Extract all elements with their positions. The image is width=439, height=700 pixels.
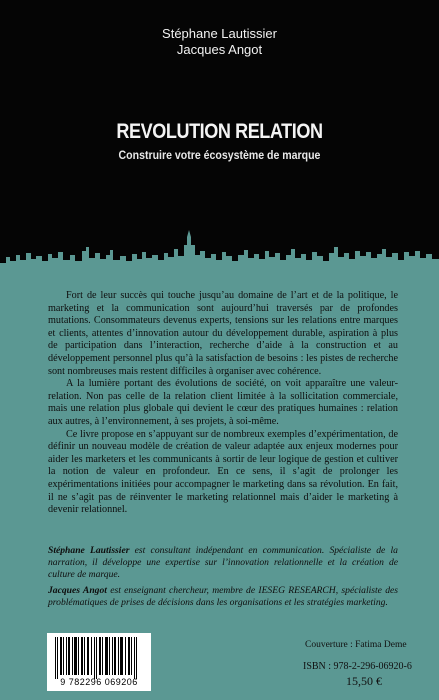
- author-2: Jacques Angot: [176, 42, 263, 57]
- authors: [0, 26, 439, 58]
- bio-text: est enseignant chercheur, membre de IESEG RESEARCH, spécialiste des problématiques de prises de décisions dans les organisations et les stratégies marketing.: [48, 585, 399, 609]
- back-cover-blurb: [48, 290, 398, 517]
- book-subtitle: Construire votre écosystème de marque: [118, 148, 321, 162]
- blurb-paragraph: A la lumière portant des évolutions de société, on voit apparaître une valeur-relation. Non pas celle de la relation client limitée à la sollicitation commerciale, mais une relation plus globale qui devient le cœur des pratiques humaines : relation aux autres, à l’environnement, à ses projets, à soi-même.: [48, 378, 398, 427]
- cover-credit: Couverture : Fatima Deme: [305, 640, 407, 650]
- bio-name: Jacques Angot: [48, 585, 107, 597]
- bio-name: Stéphane Lautissier: [48, 545, 130, 556]
- bio-lautissier: [48, 545, 398, 580]
- bio-text: est consultant indépendant en communication. Spécialiste de la narration, il développe une expertise sur l’innovation relationnelle et la création de culture de marque.: [48, 545, 398, 580]
- isbn-barcode: [47, 633, 151, 691]
- bio-angot: [48, 585, 398, 609]
- author-1: Stéphane Lautissier: [162, 26, 277, 41]
- barcode-digits: 9 782296 069206: [60, 677, 138, 687]
- author-bios: [48, 545, 398, 614]
- blurb-paragraph: Ce livre propose en s’appuyant sur de nombreux exemples d’expérimentation, de définir un nouveau modèle de création de valeur adaptée aux enjeux modernes pour aider les marketers et les communicants à sortir de leur logique de gestion et cultiver la notion de valeur en profondeur. En ce sens, il s’agit de prolonger les expérimentations initiées pour accompagner le marketing dans sa révolution. En fait, il ne s’agit pas de réinventer le marketing relationnel mais d’aider le marketing à devenir relationnel.: [48, 428, 398, 516]
- price: 15,50 €: [346, 674, 382, 688]
- isbn-number: ISBN : 978-2-296-06920-6: [303, 661, 412, 672]
- blurb-paragraph: Fort de leur succès qui touche jusqu’au domaine de l’art et de la politique, le marketing et la communication sont aujourd’hui traversés par de profondes mutations. Consommateurs devenus experts, tensions sur les relations entre marques et clients, attentes d’innovation autour du développement durable, aspiration à plus de participation dans l’interaction, recherche d’aide à la construction et au développement personnel plus qu’à la satisfaction de besoins : les pistes de recherche sont nombreuses mais restent difficiles à organiser avec cohérence.: [48, 290, 398, 377]
- book-title: REVOLUTION RELATION: [116, 120, 323, 143]
- city-skyline-illustration: [0, 225, 439, 285]
